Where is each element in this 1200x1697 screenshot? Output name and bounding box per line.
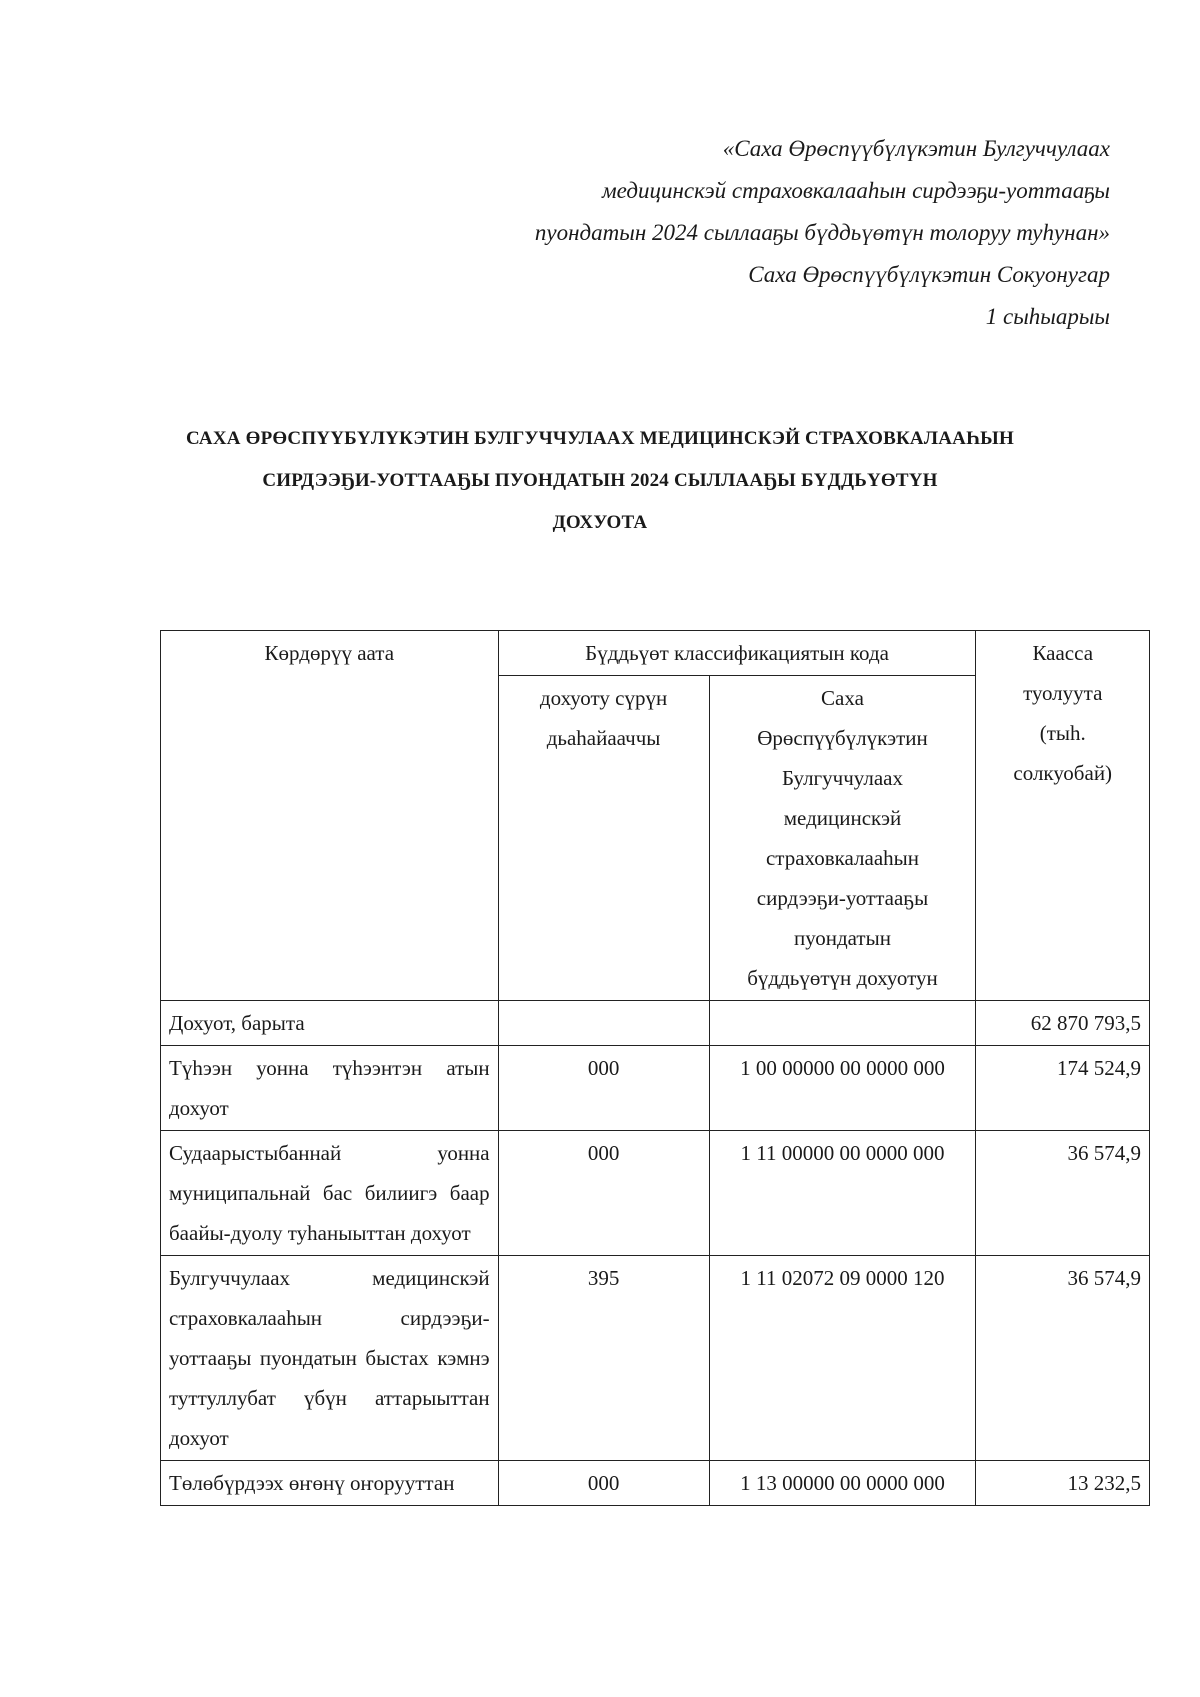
header-line: пуондатын 2024 сыллааҕы бүддьүөтүн толоруу туһунан» (534, 220, 1110, 245)
row-administrator: 000 (498, 1461, 709, 1506)
column-header-indicator: Көрдөрүү аата (161, 631, 499, 1001)
header-text: пуондатын (794, 926, 891, 950)
row-name: Судаарыстыбаннай уонна муниципальнай бас билиигэ баар баайы-дуолу туһаныыттан дохуот (161, 1131, 499, 1256)
revenue-table (160, 630, 1150, 1506)
column-header-classification-code: Бүддьүөт классификациятын кода (498, 631, 976, 676)
header-text: Булгуччулаах (781, 766, 903, 790)
row-name: Төлөбүрдээх өҥөнү оҥорууттан (161, 1461, 499, 1506)
header-text: медицинскэй (783, 806, 902, 830)
row-name: Дохуот, барыта (161, 1001, 499, 1046)
row-amount: 62 870 793,5 (976, 1001, 1150, 1046)
title-line: СИРДЭЭҔИ-УОТТААҔЫ ПУОНДАТЫН 2024 СЫЛЛААҔЫ БҮДДЬҮӨТҮН (262, 470, 938, 491)
header-line: Саха Өрөспүүбүлүкэтин Сокуонугар (748, 262, 1110, 287)
header-text: (тыһ. (1039, 721, 1086, 745)
column-header-chief-administrator (498, 676, 709, 1001)
row-amount: 36 574,9 (976, 1131, 1150, 1256)
title-line: ДОХУОТА (552, 512, 648, 533)
row-amount: 174 524,9 (976, 1046, 1150, 1131)
header-text: Саха (821, 686, 864, 710)
row-administrator: 395 (498, 1256, 709, 1461)
header-text: бүддьүөтүн дохуотун (747, 966, 938, 990)
header-text: Өрөспүүбүлүкэтин (757, 726, 928, 750)
document-title (150, 418, 1050, 544)
table-row (161, 1001, 1150, 1046)
header-text: солкуобай) (1013, 761, 1113, 785)
row-code (709, 1001, 976, 1046)
row-code: 1 13 00000 00 0000 000 (709, 1461, 976, 1506)
table-row (161, 1046, 1150, 1131)
header-text: дохуоту сүрүн (539, 686, 668, 710)
table-row (161, 1131, 1150, 1256)
table-row (161, 1461, 1150, 1506)
header-text: Каасса (1032, 641, 1094, 665)
title-line: САХА ӨРӨСПҮҮБҮЛҮКЭТИН БУЛГУЧЧУЛААХ МЕДИЦИНСКЭЙ СТРАХОВКАЛААҺЫН (185, 428, 1015, 449)
row-name: Түһээн уонна түһээнтэн атын дохуот (161, 1046, 499, 1131)
table-header-row (161, 631, 1150, 676)
header-text: дьаһайааччы (546, 726, 661, 750)
appendix-number: 1 сыһыарыы (985, 304, 1110, 329)
row-amount: 36 574,9 (976, 1256, 1150, 1461)
row-code: 1 11 02072 09 0000 120 (709, 1256, 976, 1461)
law-reference-header (410, 128, 1110, 338)
header-text: сирдээҕи-уоттааҕы (756, 886, 929, 910)
row-administrator (498, 1001, 709, 1046)
column-header-revenue-code (709, 676, 976, 1001)
table-row (161, 1256, 1150, 1461)
header-line: «Саха Өрөспүүбүлүкэтин Булгуччулаах (722, 136, 1110, 161)
row-code: 1 00 00000 00 0000 000 (709, 1046, 976, 1131)
column-header-cash-execution (976, 631, 1150, 1001)
row-name: Булгуччулаах медицинскэй страховкалааһын сирдээҕи-уоттааҕы пуондатын быстах кэмнэ туттуллубат үбүн аттарыыттан дохуот (161, 1256, 499, 1461)
row-administrator: 000 (498, 1131, 709, 1256)
row-code: 1 11 00000 00 0000 000 (709, 1131, 976, 1256)
header-line: медицинскэй страховкалааһын сирдээҕи-уоттааҕы (602, 178, 1110, 203)
row-amount: 13 232,5 (976, 1461, 1150, 1506)
header-text: страховкалааһын (765, 846, 920, 870)
row-administrator: 000 (498, 1046, 709, 1131)
header-text: туолуута (1023, 681, 1103, 705)
